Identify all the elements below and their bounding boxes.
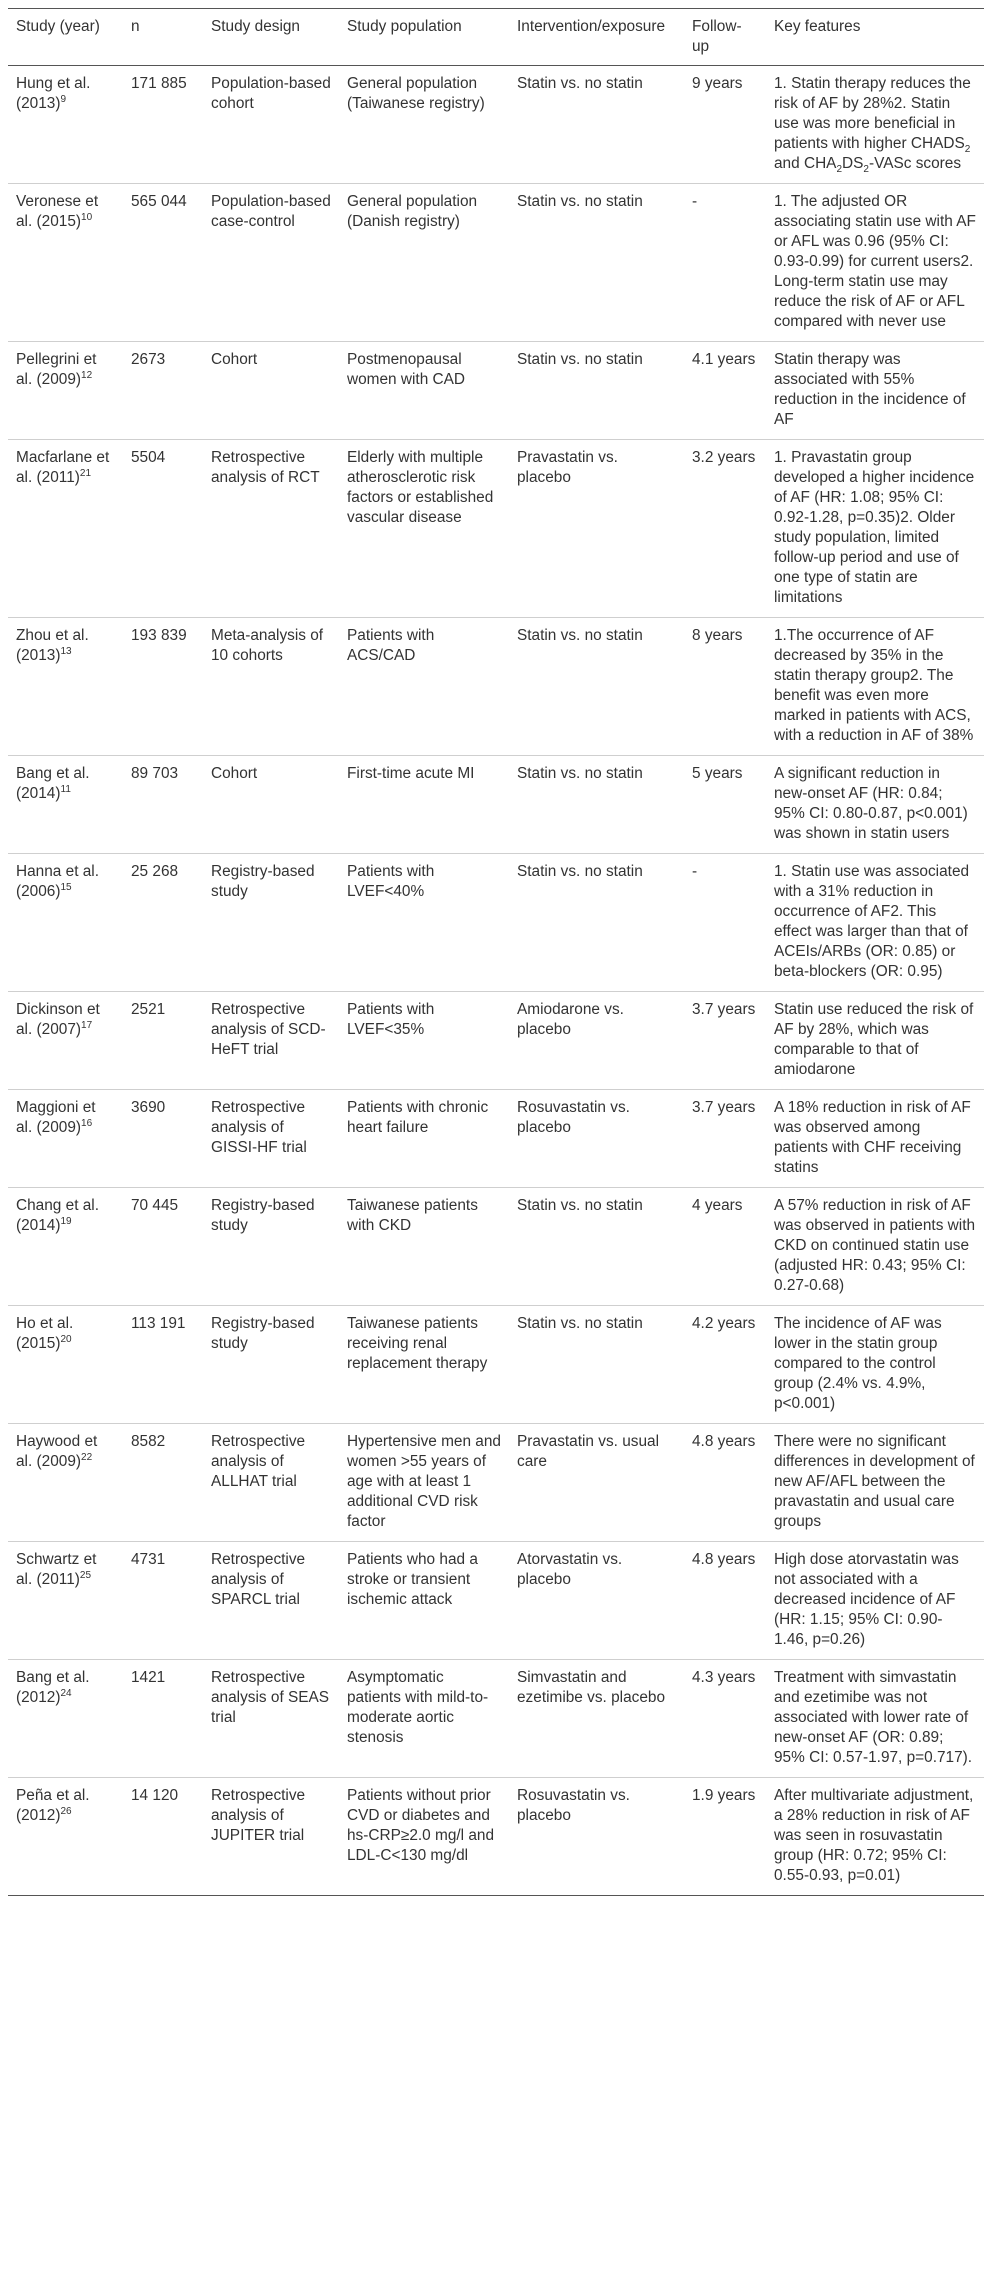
cell-followup: 4.8 years	[684, 1542, 766, 1660]
cell-design: Retrospective analysis of SPARCL trial	[203, 1542, 339, 1660]
cell-population: General population (Danish registry)	[339, 184, 509, 342]
cell-intervention: Pravastatin vs. usual care	[509, 1424, 684, 1542]
cell-study	[8, 1090, 123, 1188]
cell-followup: 1.9 years	[684, 1778, 766, 1896]
cell-population: Elderly with multiple atherosclerotic risk factors or established vascular disease	[339, 440, 509, 618]
study-name: Veronese et al. (2015)	[16, 193, 99, 230]
cell-n: 25 268	[123, 854, 203, 992]
cell-intervention: Statin vs. no statin	[509, 342, 684, 440]
cell-population: Hypertensive men and women >55 years of age with at least 1 additional CVD risk factor	[339, 1424, 509, 1542]
cell-intervention: Statin vs. no statin	[509, 1188, 684, 1306]
cell-study	[8, 618, 123, 756]
reference-number: 11	[60, 783, 71, 795]
cell-features: There were no significant differences in development of new AF/AFL between the pravastatin and usual care groups	[766, 1424, 984, 1542]
cell-design: Retrospective analysis of JUPITER trial	[203, 1778, 339, 1896]
cell-followup: 9 years	[684, 66, 766, 184]
cell-population: Patients without prior CVD or diabetes and hs-CRP≥2.0 mg/l and LDL-C<130 mg/dl	[339, 1778, 509, 1896]
cell-design: Meta-analysis of 10 cohorts	[203, 618, 339, 756]
cell-study	[8, 342, 123, 440]
cell-design: Registry-based study	[203, 854, 339, 992]
cell-n: 2673	[123, 342, 203, 440]
table-row	[8, 66, 984, 184]
header-study: Study (year)	[8, 9, 123, 66]
header-followup: Follow-up	[684, 9, 766, 66]
cell-study	[8, 1306, 123, 1424]
cell-followup: 8 years	[684, 618, 766, 756]
reference-number: 13	[60, 645, 72, 657]
cell-features: 1. The adjusted OR associating statin use with AF or AFL was 0.96 (95% CI: 0.93-0.99) for current users2. Long-term statin use may reduce the risk of AF or AFL compared with never use	[766, 184, 984, 342]
reference-number: 16	[81, 1117, 93, 1129]
subscript: 2	[964, 144, 971, 156]
study-name: Chang et al. (2014)	[16, 1197, 99, 1234]
cell-intervention: Statin vs. no statin	[509, 1306, 684, 1424]
features-text: -VASc scores	[868, 155, 962, 172]
header-n: n	[123, 9, 203, 66]
study-name: Schwartz et al. (2011)	[16, 1551, 97, 1588]
header-intervention: Intervention/exposure	[509, 9, 684, 66]
cell-population: First-time acute MI	[339, 756, 509, 854]
cell-intervention: Statin vs. no statin	[509, 618, 684, 756]
cell-intervention: Rosuvastatin vs. placebo	[509, 1778, 684, 1896]
reference-number: 15	[60, 881, 72, 893]
table-row	[8, 992, 984, 1090]
cell-n: 113 191	[123, 1306, 203, 1424]
cell-intervention: Statin vs. no statin	[509, 756, 684, 854]
cell-n: 193 839	[123, 618, 203, 756]
cell-n: 2521	[123, 992, 203, 1090]
study-name: Peña et al. (2012)	[16, 1787, 90, 1824]
cell-n: 14 120	[123, 1778, 203, 1896]
table-row	[8, 1188, 984, 1306]
study-name: Maggioni et al. (2009)	[16, 1099, 96, 1136]
cell-intervention: Statin vs. no statin	[509, 66, 684, 184]
cell-design: Population-based cohort	[203, 66, 339, 184]
cell-n: 89 703	[123, 756, 203, 854]
table-row	[8, 756, 984, 854]
reference-number: 26	[60, 1805, 72, 1817]
reference-number: 25	[79, 1569, 92, 1581]
subscript: 2	[863, 164, 869, 176]
header-features: Key features	[766, 9, 984, 66]
study-table-container	[8, 8, 984, 1896]
study-name: Bang et al. (2012)	[16, 1669, 90, 1706]
cell-n: 1421	[123, 1660, 203, 1778]
study-name: Pellegrini et al. (2009)	[16, 351, 97, 388]
cell-population: Patients with ACS/CAD	[339, 618, 509, 756]
cell-n: 8582	[123, 1424, 203, 1542]
table-header-row	[8, 9, 984, 66]
study-name: Macfarlane et al. (2011)	[16, 449, 110, 486]
cell-study	[8, 854, 123, 992]
cell-n: 70 445	[123, 1188, 203, 1306]
cell-population: Patients with LVEF<35%	[339, 992, 509, 1090]
cell-n: 171 885	[123, 66, 203, 184]
table-row	[8, 184, 984, 342]
reference-number: 19	[60, 1215, 72, 1227]
features-text: and CHA	[774, 155, 837, 172]
cell-population: Patients who had a stroke or transient ischemic attack	[339, 1542, 509, 1660]
cell-followup: 3.7 years	[684, 992, 766, 1090]
cell-population: Taiwanese patients with CKD	[339, 1188, 509, 1306]
cell-population: Postmenopausal women with CAD	[339, 342, 509, 440]
table-row	[8, 342, 984, 440]
table-row	[8, 1778, 984, 1896]
study-name: Dickinson et al. (2007)	[16, 1001, 100, 1038]
cell-features: A 57% reduction in risk of AF was observed in patients with CKD on continued statin use (adjusted HR: 0.43; 95% CI: 0.27-0.68)	[766, 1188, 984, 1306]
reference-number: 10	[81, 211, 93, 223]
cell-followup: 5 years	[684, 756, 766, 854]
cell-features: A significant reduction in new-onset AF (HR: 0.84; 95% CI: 0.80-0.87, p<0.001) was shown in statin users	[766, 756, 984, 854]
cell-study	[8, 1188, 123, 1306]
table-row	[8, 618, 984, 756]
cell-n: 565 044	[123, 184, 203, 342]
header-design: Study design	[203, 9, 339, 66]
cell-study	[8, 440, 123, 618]
table-body	[8, 66, 984, 1896]
study-name: Hung et al. (2013)	[16, 75, 91, 112]
cell-population: Asymptomatic patients with mild-to-moderate aortic stenosis	[339, 1660, 509, 1778]
cell-features: Statin use reduced the risk of AF by 28%, which was comparable to that of amiodarone	[766, 992, 984, 1090]
cell-intervention: Rosuvastatin vs. placebo	[509, 1090, 684, 1188]
study-name: Ho et al. (2015)	[16, 1315, 74, 1352]
cell-study	[8, 1542, 123, 1660]
cell-followup: -	[684, 184, 766, 342]
reference-number: 9	[60, 93, 67, 105]
table-row	[8, 1660, 984, 1778]
cell-n: 3690	[123, 1090, 203, 1188]
reference-number: 20	[60, 1333, 72, 1345]
cell-population: Taiwanese patients receiving renal replacement therapy	[339, 1306, 509, 1424]
cell-features: The incidence of AF was lower in the statin group compared to the control group (2.4% vs. 4.9%, p<0.001)	[766, 1306, 984, 1424]
table-row	[8, 1424, 984, 1542]
cell-design: Retrospective analysis of RCT	[203, 440, 339, 618]
table-row	[8, 1090, 984, 1188]
table-row	[8, 440, 984, 618]
cell-study	[8, 756, 123, 854]
cell-features	[766, 66, 984, 184]
cell-features: After multivariate adjustment, a 28% reduction in risk of AF was seen in rosuvastatin group (HR: 0.72; 95% CI: 0.55-0.93, p=0.01)	[766, 1778, 984, 1896]
reference-number: 24	[60, 1687, 72, 1699]
header-population: Study population	[339, 9, 509, 66]
cell-intervention: Amiodarone vs. placebo	[509, 992, 684, 1090]
cell-features: High dose atorvastatin was not associated with a decreased incidence of AF (HR: 1.15; 95% CI: 0.90-1.46, p=0.26)	[766, 1542, 984, 1660]
features-text: 1. Statin therapy reduces the risk of AF by 28%2. Statin use was more beneficial in patients with higher CHADS	[774, 75, 971, 152]
cell-study	[8, 184, 123, 342]
reference-number: 12	[81, 369, 93, 381]
cell-study	[8, 1660, 123, 1778]
cell-design: Retrospective analysis of ALLHAT trial	[203, 1424, 339, 1542]
cell-features: A 18% reduction in risk of AF was observed among patients with CHF receiving statins	[766, 1090, 984, 1188]
study-name: Bang et al. (2014)	[16, 765, 90, 802]
cell-features: 1. Pravastatin group developed a higher incidence of AF (HR: 1.08; 95% CI: 0.92-1.28, p=0.35)2. Older study population, limited follow-up period and use of one type of statin are limitations	[766, 440, 984, 618]
reference-number: 17	[81, 1019, 93, 1031]
cell-population: Patients with LVEF<40%	[339, 854, 509, 992]
cell-design: Retrospective analysis of SEAS trial	[203, 1660, 339, 1778]
cell-intervention: Statin vs. no statin	[509, 854, 684, 992]
study-name: Haywood et al. (2009)	[16, 1433, 98, 1470]
cell-design: Registry-based study	[203, 1306, 339, 1424]
cell-followup: -	[684, 854, 766, 992]
cell-intervention: Statin vs. no statin	[509, 184, 684, 342]
cell-study	[8, 1778, 123, 1896]
cell-population: Patients with chronic heart failure	[339, 1090, 509, 1188]
cell-study	[8, 992, 123, 1090]
study-name: Zhou et al. (2013)	[16, 627, 89, 664]
cell-followup: 4.3 years	[684, 1660, 766, 1778]
cell-features: Treatment with simvastatin and ezetimibe was not associated with lower rate of new-onset AF (OR: 0.89; 95% CI: 0.57-1.97, p=0.717).	[766, 1660, 984, 1778]
study-name: Hanna et al. (2006)	[16, 863, 99, 900]
reference-number: 21	[79, 467, 92, 479]
cell-followup: 3.2 years	[684, 440, 766, 618]
reference-number: 22	[81, 1451, 93, 1463]
cell-intervention: Pravastatin vs. placebo	[509, 440, 684, 618]
cell-features: Statin therapy was associated with 55% reduction in the incidence of AF	[766, 342, 984, 440]
cell-study	[8, 66, 123, 184]
cell-followup: 3.7 years	[684, 1090, 766, 1188]
cell-design: Cohort	[203, 342, 339, 440]
studies-table	[8, 8, 984, 1896]
cell-n: 5504	[123, 440, 203, 618]
cell-followup: 4.2 years	[684, 1306, 766, 1424]
cell-followup: 4 years	[684, 1188, 766, 1306]
cell-features: 1.The occurrence of AF decreased by 35% in the statin therapy group2. The benefit was even more marked in patients with ACS, with a reduction in AF of 38%	[766, 618, 984, 756]
cell-features: 1. Statin use was associated with a 31% reduction in occurrence of AF2. This effect was larger than that of ACEIs/ARBs (OR: 0.85) or beta-blockers (OR: 0.95)	[766, 854, 984, 992]
cell-population: General population (Taiwanese registry)	[339, 66, 509, 184]
cell-n: 4731	[123, 1542, 203, 1660]
cell-design: Cohort	[203, 756, 339, 854]
cell-design: Registry-based study	[203, 1188, 339, 1306]
cell-followup: 4.8 years	[684, 1424, 766, 1542]
cell-design: Retrospective analysis of SCD-HeFT trial	[203, 992, 339, 1090]
cell-design: Retrospective analysis of GISSI-HF trial	[203, 1090, 339, 1188]
cell-design: Population-based case-control	[203, 184, 339, 342]
cell-study	[8, 1424, 123, 1542]
cell-intervention: Atorvastatin vs. placebo	[509, 1542, 684, 1660]
table-row	[8, 854, 984, 992]
cell-intervention: Simvastatin and ezetimibe vs. placebo	[509, 1660, 684, 1778]
features-text: DS	[842, 155, 864, 172]
cell-followup: 4.1 years	[684, 342, 766, 440]
table-row	[8, 1542, 984, 1660]
subscript: 2	[836, 164, 843, 176]
table-row	[8, 1306, 984, 1424]
